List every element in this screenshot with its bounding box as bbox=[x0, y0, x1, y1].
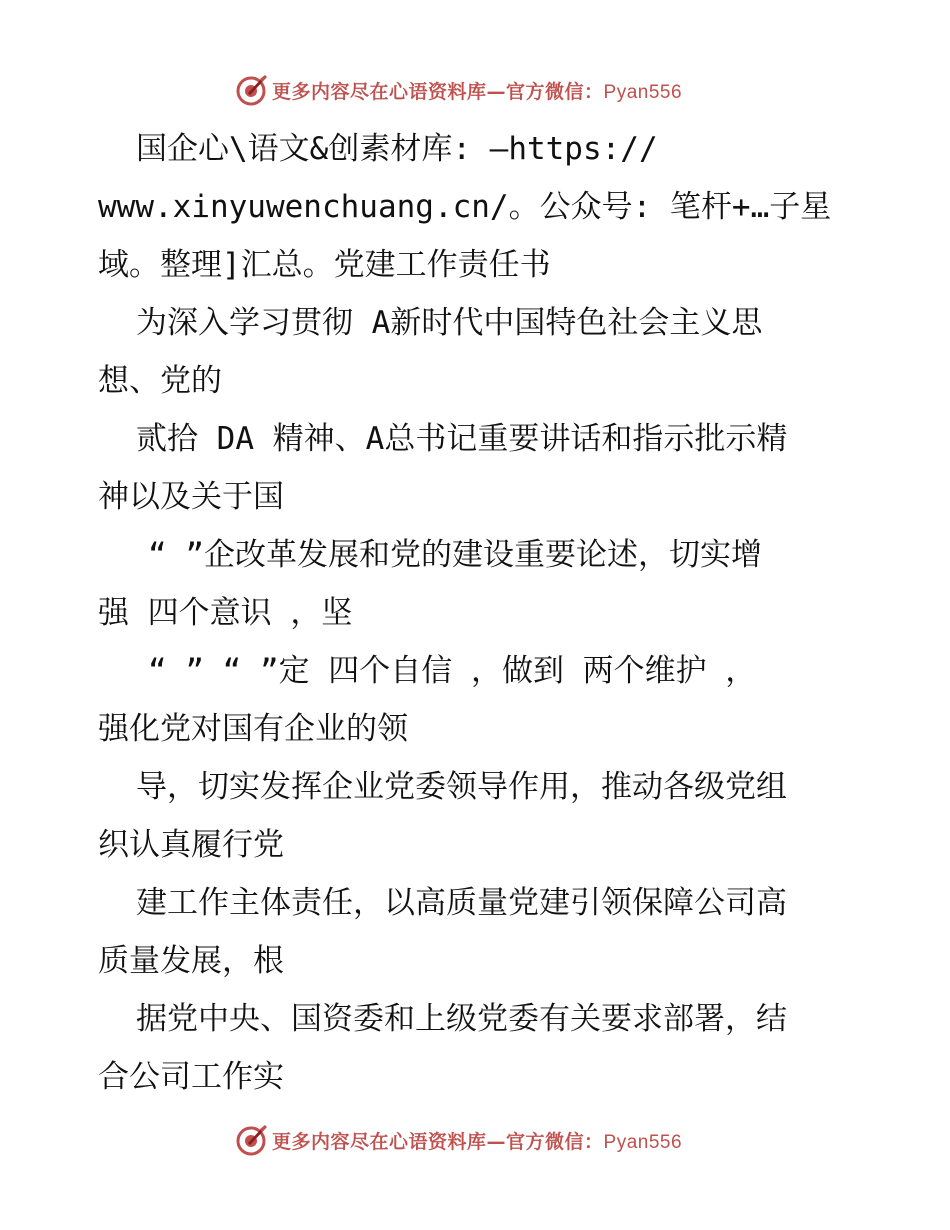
header-contact-text: —官方微信： bbox=[486, 80, 604, 103]
text-line: 导，切实发挥企业党委领导作用，推动各级党组 bbox=[136, 769, 787, 805]
footer-wechat-handle: Pyan556 bbox=[603, 1131, 683, 1153]
text-line: 合公司工作实 bbox=[98, 1059, 284, 1095]
header-banner bbox=[234, 70, 714, 110]
text-line: 国企心\语文&创素材库: —https:// bbox=[136, 131, 658, 167]
header-banner-text bbox=[272, 77, 682, 104]
text-line: 强化党对国有企业的领 bbox=[98, 711, 408, 747]
text-line: 想、党的 bbox=[98, 363, 222, 399]
header-brand-text: 更多内容尽在心语资料库 bbox=[272, 80, 487, 103]
text-line: 神以及关于国 bbox=[98, 479, 284, 515]
quill-logo-icon bbox=[234, 1123, 268, 1157]
quill-logo-icon bbox=[234, 73, 268, 107]
text-line: “ ” “ ”定 四个自信 ，做到 两个维护 ， bbox=[148, 653, 757, 689]
footer-contact-text: —官方微信： bbox=[486, 1130, 604, 1153]
text-line: 织认真履行党 bbox=[98, 827, 284, 863]
document-body bbox=[98, 120, 858, 1106]
text-line: 质量发展，根 bbox=[98, 943, 284, 979]
text-line: 据党中央、国资委和上级党委有关要求部署，结 bbox=[136, 1001, 787, 1037]
text-line: 强 四个意识 ，坚 bbox=[98, 595, 353, 631]
footer-brand-text: 更多内容尽在心语资料库 bbox=[272, 1130, 487, 1153]
footer-banner bbox=[234, 1120, 714, 1160]
text-line: “ ”企改革发展和党的建设重要论述，切实增 bbox=[148, 537, 762, 573]
text-line: www.xinyuwenchuang.cn/。公众号: 笔杆+…子星 bbox=[98, 189, 832, 225]
text-line: 域。整理]汇总。党建工作责任书 bbox=[98, 247, 551, 283]
text-line: 贰拾 DA 精神、A总书记重要讲话和指示批示精 bbox=[136, 421, 788, 457]
text-line: 为深入学习贯彻 A新时代中国特色社会主义思 bbox=[136, 305, 763, 341]
text-line: 建工作主体责任，以高质量党建引领保障公司高 bbox=[136, 885, 787, 921]
header-wechat-handle: Pyan556 bbox=[603, 81, 683, 103]
footer-banner-text bbox=[272, 1127, 682, 1154]
